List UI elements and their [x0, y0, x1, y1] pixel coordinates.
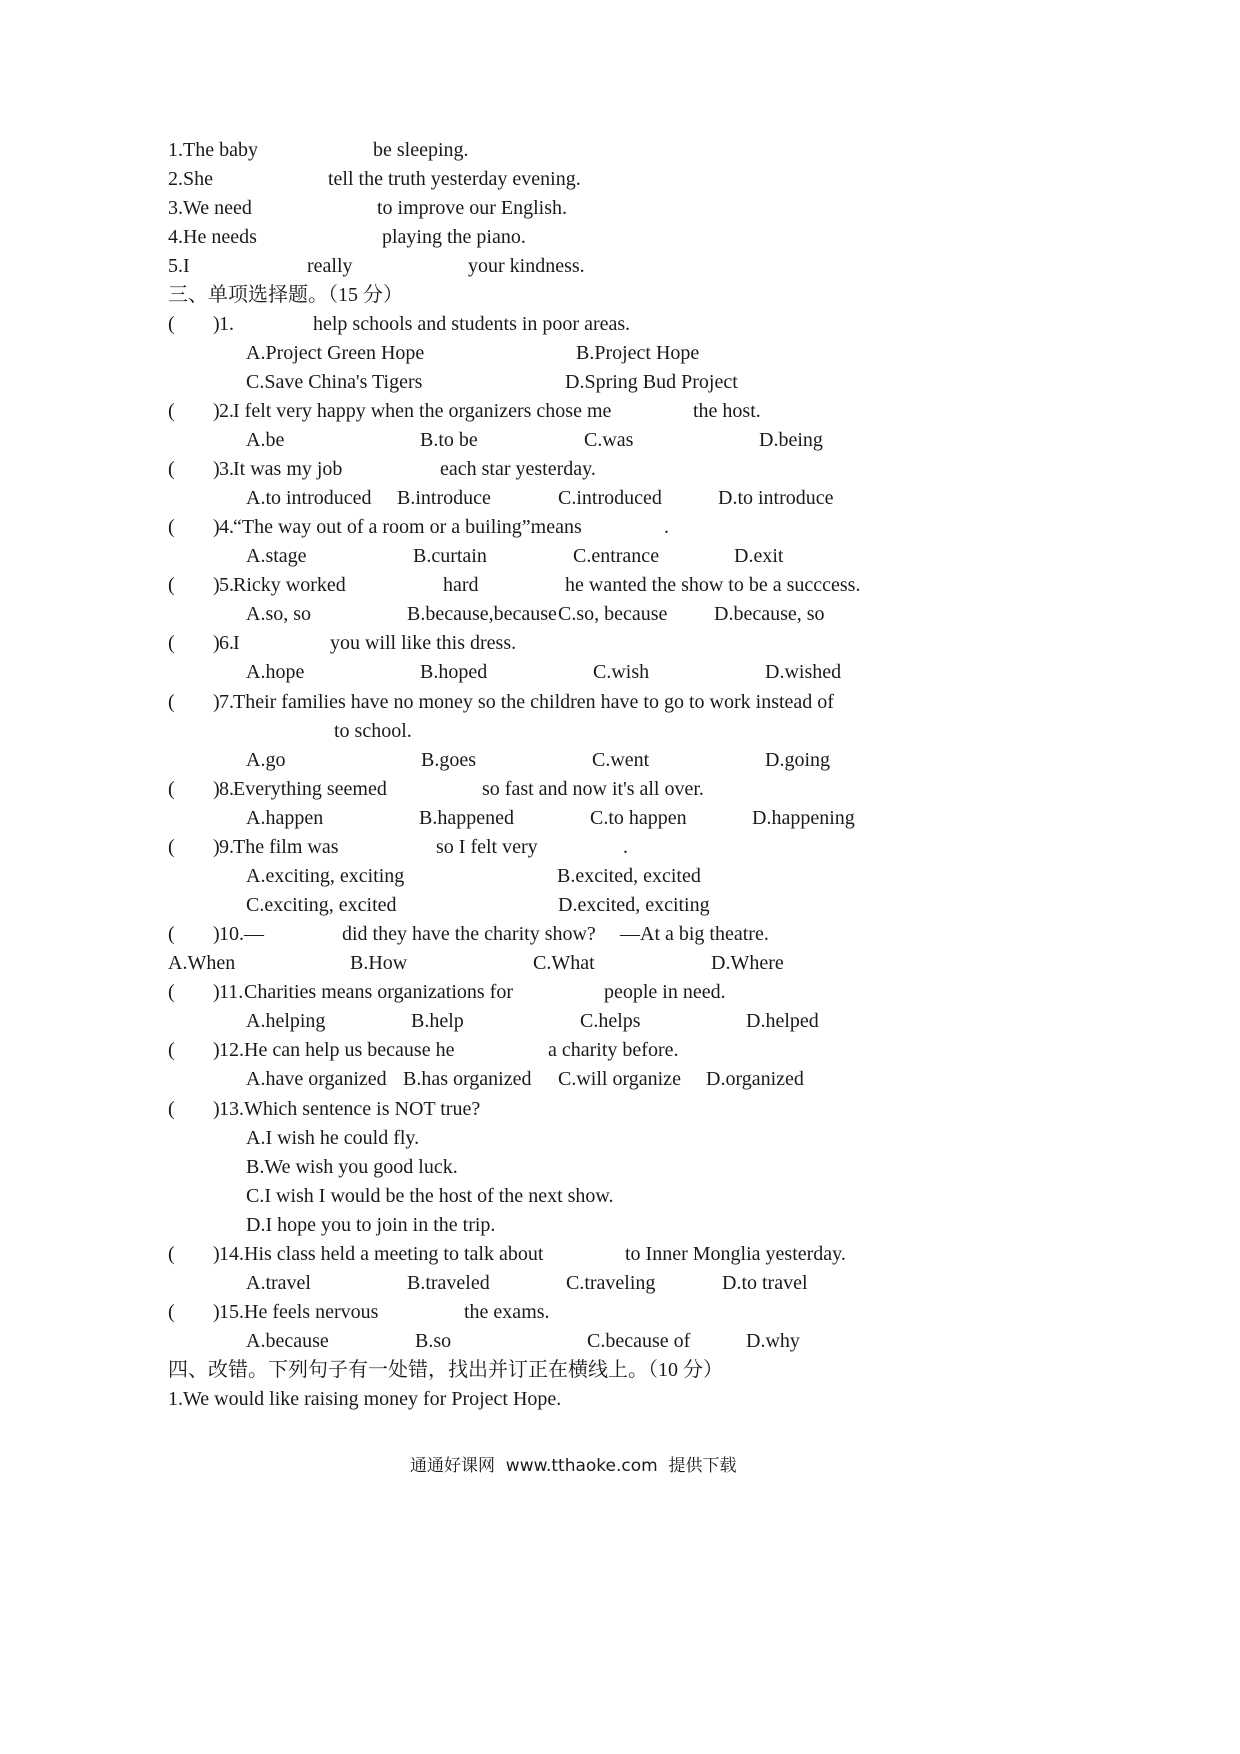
q13-stem: Which sentence is NOT true? [244, 1098, 481, 1120]
q12-stem: He can help us because he [244, 1039, 455, 1061]
q11-tail: people in need. [604, 981, 726, 1003]
q13-number: 13. [219, 1098, 244, 1120]
q14-stem: His class held a meeting to talk about [244, 1243, 544, 1265]
q4-number: 4. [219, 516, 234, 538]
q14-option-a: A.travel [246, 1272, 311, 1294]
q5-open-paren: ( [168, 574, 175, 596]
fill-item-5: 5.I [168, 255, 190, 277]
q7-close-paren: ) [213, 691, 220, 713]
q3-tail: each star yesterday. [440, 458, 596, 480]
q10-answer: —At a big theatre. [620, 923, 769, 945]
q1-stem: help schools and students in poor areas. [313, 313, 631, 335]
q11-stem: Charities means organizations for [244, 981, 514, 1003]
q8-option-a: A.happen [246, 807, 324, 829]
q9-option-b: B.excited, excited [557, 865, 701, 887]
q9-tail: . [623, 836, 628, 858]
q8-stem: Everything seemed [233, 778, 387, 800]
q6-option-b: B.hoped [420, 661, 488, 683]
q3-number: 3. [219, 458, 234, 480]
q4-option-d: D.exit [734, 545, 784, 567]
q12-close-paren: ) [213, 1039, 220, 1061]
q9-option-c: C.exciting, excited [246, 894, 397, 916]
q8-tail: so fast and now it's all over. [482, 778, 704, 800]
q5-option-c: C.so, because [558, 603, 668, 625]
q14-number: 14. [219, 1243, 244, 1265]
fill-item-3-rest: to improve our English. [377, 197, 567, 219]
q10-tail: did they have the charity show? [342, 923, 596, 945]
q3-open-paren: ( [168, 458, 175, 480]
q15-open-paren: ( [168, 1301, 175, 1323]
q13-option-a: A.I wish he could fly. [246, 1127, 420, 1149]
fill-item-5-mid: really [307, 255, 353, 277]
q1-option-a: A.Project Green Hope [246, 342, 425, 364]
q11-option-c: C.helps [580, 1010, 641, 1032]
q7-stem: Their families have no money so the children have to go to work instead of [233, 691, 834, 713]
q2-option-c: C.was [584, 429, 634, 451]
q4-close-paren: ) [213, 516, 220, 538]
fill-item-5-rest: your kindness. [468, 255, 585, 277]
q11-option-b: B.help [411, 1010, 464, 1032]
fill-item-4-rest: playing the piano. [382, 226, 526, 248]
q11-number: 11. [219, 981, 244, 1003]
q10-option-d: D.Where [711, 952, 784, 974]
q2-stem: I felt very happy when the organizers chose me [233, 400, 612, 422]
q13-open-paren: ( [168, 1098, 175, 1120]
section-3-title: 三、单项选择题。（15 分） [168, 284, 403, 306]
q3-option-d: D.to introduce [718, 487, 834, 509]
q1-option-c: C.Save China's Tigers [246, 371, 423, 393]
q7-open-paren: ( [168, 691, 175, 713]
section-4-title: 四、改错。下列句子有一处错，找出并订正在横线上。（10 分） [168, 1359, 723, 1381]
q2-number: 2. [219, 400, 234, 422]
q4-option-c: C.entrance [573, 545, 660, 567]
q15-stem: He feels nervous [244, 1301, 379, 1323]
q12-option-a: A.have organized [246, 1068, 387, 1090]
q8-option-b: B.happened [419, 807, 514, 829]
q9-number: 9. [219, 836, 234, 858]
footer-source: 通通好课网 www.tthaoke.com 提供下载 [410, 1456, 737, 1476]
fill-item-2: 2.She [168, 168, 213, 190]
fill-item-3: 3.We need [168, 197, 252, 219]
q3-option-b: B.introduce [397, 487, 491, 509]
q13-close-paren: ) [213, 1098, 220, 1120]
q2-option-d: D.being [759, 429, 823, 451]
q10-number: 10. [219, 923, 244, 945]
q11-option-a: A.helping [246, 1010, 326, 1032]
q13-option-d: D.I hope you to join in the trip. [246, 1214, 496, 1236]
fill-item-1-rest: be sleeping. [373, 139, 469, 161]
q8-close-paren: ) [213, 778, 220, 800]
q6-option-c: C.wish [593, 661, 650, 683]
q3-close-paren: ) [213, 458, 220, 480]
q15-number: 15. [219, 1301, 244, 1323]
q7-option-a: A.go [246, 749, 286, 771]
q7-option-b: B.goes [421, 749, 476, 771]
q3-stem: It was my job [233, 458, 343, 480]
q11-close-paren: ) [213, 981, 220, 1003]
q5-option-b: B.because,because [407, 603, 557, 625]
q10-option-c: C.What [533, 952, 595, 974]
q7-option-d: D.going [765, 749, 830, 771]
q5-tail: he wanted the show to be a succcess. [565, 574, 861, 596]
q14-option-d: D.to travel [722, 1272, 808, 1294]
q5-option-d: D.because, so [714, 603, 825, 625]
q9-stem: The film was [233, 836, 339, 858]
q6-open-paren: ( [168, 632, 175, 654]
q3-option-c: C.introduced [558, 487, 662, 509]
q12-open-paren: ( [168, 1039, 175, 1061]
q1-close-paren: ) [213, 313, 220, 335]
q8-number: 8. [219, 778, 234, 800]
q4-open-paren: ( [168, 516, 175, 538]
q12-option-c: C.will organize [558, 1068, 681, 1090]
q2-tail: the host. [693, 400, 761, 422]
q4-option-b: B.curtain [413, 545, 487, 567]
q4-tail: . [664, 516, 669, 538]
fill-item-2-rest: tell the truth yesterday evening. [328, 168, 581, 190]
q4-option-a: A.stage [246, 545, 307, 567]
q12-number: 12. [219, 1039, 244, 1061]
q1-option-d: D.Spring Bud Project [565, 371, 738, 393]
q5-number: 5. [219, 574, 234, 596]
q15-tail: the exams. [464, 1301, 550, 1323]
q10-open-paren: ( [168, 923, 175, 945]
q5-option-a: A.so, so [246, 603, 312, 625]
q8-open-paren: ( [168, 778, 175, 800]
q10-option-b: B.How [350, 952, 408, 974]
q14-open-paren: ( [168, 1243, 175, 1265]
q8-option-c: C.to happen [590, 807, 687, 829]
q5-mid: hard [443, 574, 479, 596]
q2-option-a: A.be [246, 429, 285, 451]
q9-close-paren: ) [213, 836, 220, 858]
q6-close-paren: ) [213, 632, 220, 654]
q5-close-paren: ) [213, 574, 220, 596]
correction-item-1: 1.We would like raising money for Project Hope. [168, 1388, 562, 1410]
q6-number: 6. [219, 632, 234, 654]
q14-option-b: B.traveled [407, 1272, 490, 1294]
q9-option-a: A.exciting, exciting [246, 865, 405, 887]
q6-option-d: D.wished [765, 661, 842, 683]
q1-number: 1. [219, 313, 234, 335]
q1-open-paren: ( [168, 313, 175, 335]
q3-option-a: A.to introduced [246, 487, 372, 509]
q14-option-c: C.traveling [566, 1272, 656, 1294]
q14-close-paren: ) [213, 1243, 220, 1265]
q10-option-a: A.When [168, 952, 236, 974]
q15-close-paren: ) [213, 1301, 220, 1323]
q2-close-paren: ) [213, 400, 220, 422]
q7-option-c: C.went [592, 749, 650, 771]
q13-option-b: B.We wish you good luck. [246, 1156, 458, 1178]
q12-option-d: D.organized [706, 1068, 804, 1090]
q12-option-b: B.has organized [403, 1068, 532, 1090]
q2-open-paren: ( [168, 400, 175, 422]
q14-tail: to Inner Monglia yesterday. [625, 1243, 846, 1265]
q15-option-d: D.why [746, 1330, 800, 1352]
q6-option-a: A.hope [246, 661, 305, 683]
fill-item-4: 4.He needs [168, 226, 257, 248]
q6-tail: you will like this dress. [330, 632, 517, 654]
q5-stem: Ricky worked [233, 574, 346, 596]
q1-option-b: B.Project Hope [576, 342, 700, 364]
q8-option-d: D.happening [752, 807, 855, 829]
fill-item-1: 1.The baby [168, 139, 258, 161]
q15-option-a: A.because [246, 1330, 329, 1352]
q9-mid: so I felt very [436, 836, 538, 858]
q12-tail: a charity before. [548, 1039, 679, 1061]
q11-open-paren: ( [168, 981, 175, 1003]
q4-stem: “The way out of a room or a builing”means [233, 516, 582, 538]
q11-option-d: D.helped [746, 1010, 819, 1032]
q2-option-b: B.to be [420, 429, 478, 451]
q13-option-c: C.I wish I would be the host of the next show. [246, 1185, 614, 1207]
q6-stem: I [233, 632, 240, 654]
q9-option-d: D.excited, exciting [558, 894, 710, 916]
q15-option-b: B.so [415, 1330, 452, 1352]
q10-stem: — [244, 923, 264, 945]
q7-number: 7. [219, 691, 234, 713]
q15-option-c: C.because of [587, 1330, 691, 1352]
q9-open-paren: ( [168, 836, 175, 858]
q7-line-2: to school. [334, 720, 412, 742]
q10-close-paren: ) [213, 923, 220, 945]
